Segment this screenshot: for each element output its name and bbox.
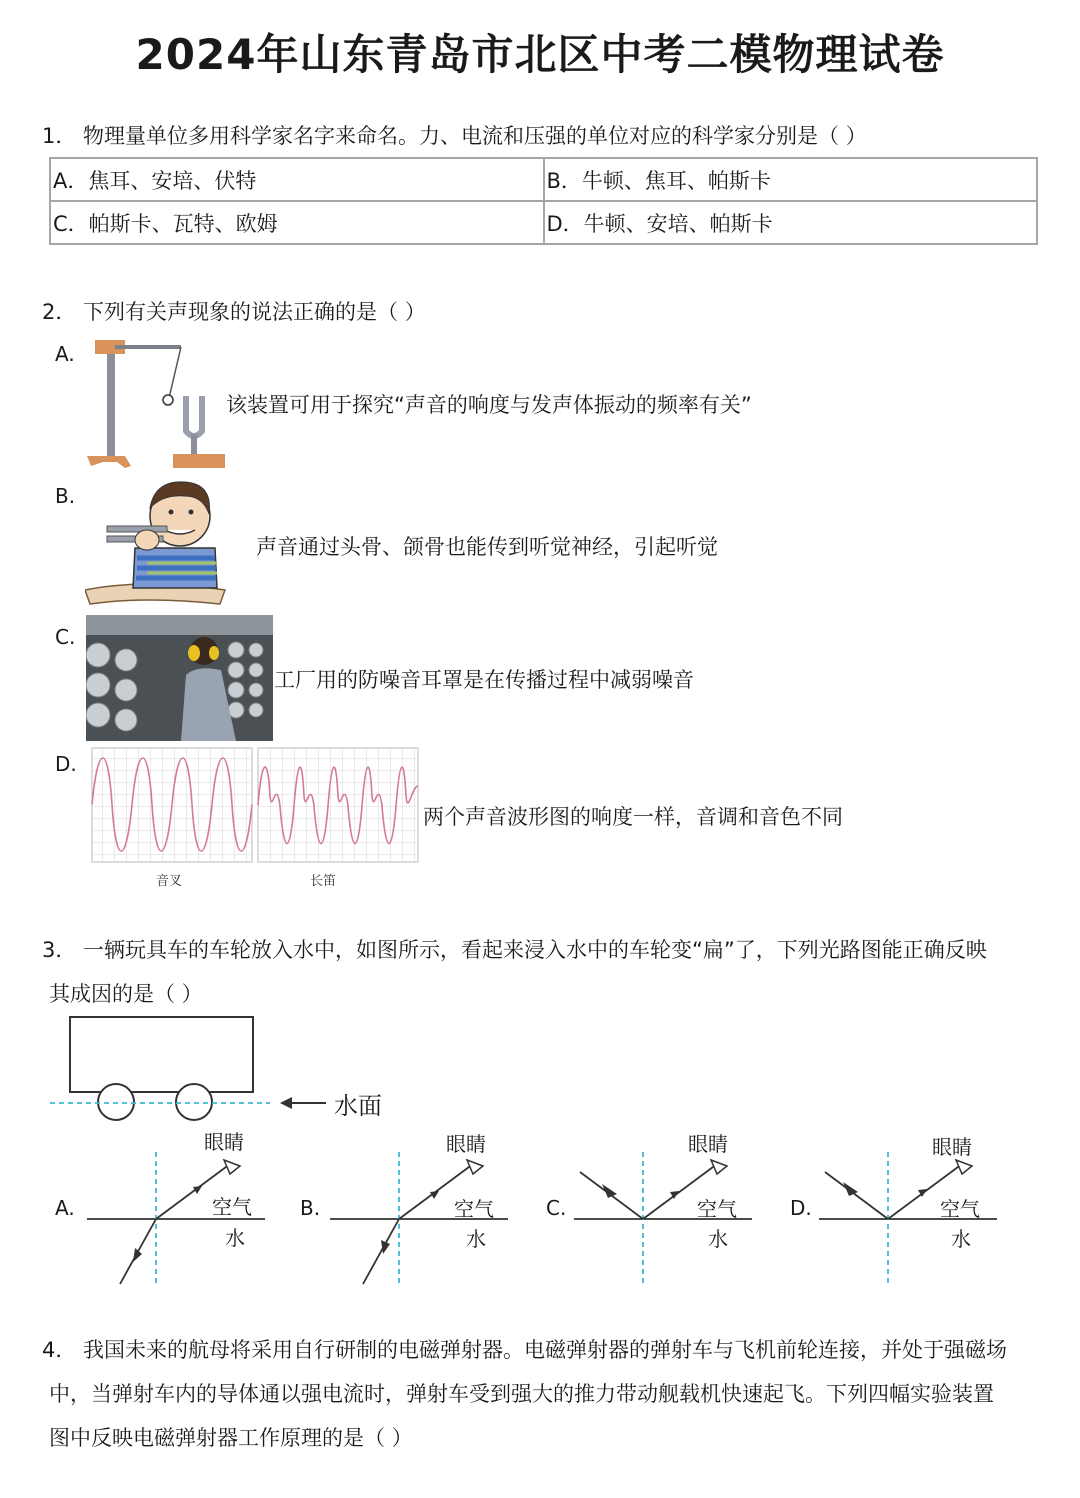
diagram-c-eye-label: 眼睛: [688, 1132, 728, 1156]
q1-option-b[interactable]: B．牛顿、焦耳、帕斯卡: [544, 158, 1038, 201]
q3-stem-line2: 其成因的是（ ）: [49, 982, 203, 1006]
q3-option-d-label[interactable]: D.: [790, 1196, 812, 1220]
q3-option-a-label[interactable]: A.: [55, 1196, 75, 1220]
q2-d-label[interactable]: D.: [55, 752, 77, 776]
q2-d-text: 两个声音波形图的响度一样，音调和音色不同: [423, 805, 843, 829]
diagram-a-air-label: 空气: [212, 1195, 252, 1219]
water-surface-label: 水面: [334, 1092, 382, 1120]
optics-diagram-a: [85, 1150, 270, 1290]
page-title: 2024年山东青岛市北区中考二模物理试卷: [135, 30, 945, 79]
diagram-d-air-label: 空气: [940, 1197, 980, 1221]
waveform-graphs-image: [90, 746, 420, 866]
q3-option-b-label[interactable]: B.: [300, 1196, 321, 1220]
boy-biting-tuning-fork-image: [85, 478, 230, 610]
factory-worker-earmuffs-photo: [86, 615, 273, 741]
q1-stem: 1． 物理量单位多用科学家名字来命名。力、电流和压强的单位对应的科学家分别是（ ）: [42, 124, 867, 148]
q1-option-d[interactable]: D．牛顿、安培、帕斯卡: [544, 201, 1038, 244]
q2-b-text: 声音通过头骨、颌骨也能传到听觉神经，引起听觉: [256, 535, 718, 559]
q3-option-c-label[interactable]: C.: [546, 1196, 567, 1220]
waveform-caption-tuning-fork: 音叉: [156, 874, 183, 889]
diagram-b-water-label: 水: [466, 1227, 486, 1251]
tuning-fork-pendulum-image: [85, 336, 230, 476]
q4-line1: 4． 我国未来的航母将采用自行研制的电磁弹射器。电磁弹射器的弹射车与飞机前轮连接，并处于强磁场: [42, 1338, 1008, 1362]
diagram-c-water-label: 水: [708, 1227, 728, 1251]
q2-c-label[interactable]: C.: [55, 625, 76, 649]
q1-option-a[interactable]: A．焦耳、安培、伏特: [50, 158, 544, 201]
diagram-d-eye-label: 眼睛: [932, 1135, 972, 1159]
waveform-caption-flute: 长笛: [310, 874, 337, 889]
q1-options-table: [49, 157, 1038, 245]
q2-a-label[interactable]: A.: [55, 342, 75, 366]
diagram-a-water-label: 水: [225, 1226, 245, 1250]
diagram-c-air-label: 空气: [697, 1197, 737, 1221]
diagram-b-air-label: 空气: [454, 1197, 494, 1221]
q2-a-text: 该装置可用于探究“声音的响度与发声体振动的频率有关”: [226, 393, 752, 417]
diagram-a-eye-label: 眼睛: [204, 1130, 244, 1154]
q2-b-label[interactable]: B.: [55, 484, 76, 508]
q3-stem-line1: 3． 一辆玩具车的车轮放入水中，如图所示，看起来浸入水中的车轮变“扁”了，下列光路图能正确反映: [42, 938, 987, 962]
diagram-d-water-label: 水: [951, 1227, 971, 1251]
q1-option-c[interactable]: C．帕斯卡、瓦特、欧姆: [50, 201, 544, 244]
q2-c-text: 工厂用的防噪音耳罩是在传播过程中减弱噪音: [274, 668, 694, 692]
q2-stem: 2． 下列有关声现象的说法正确的是（ ）: [42, 300, 426, 324]
q4-line2: 中，当弹射车内的导体通以强电流时，弹射车受到强大的推力带动舰载机快速起飞。下列四幅实验装置: [49, 1382, 994, 1406]
diagram-b-eye-label: 眼睛: [446, 1132, 486, 1156]
q4-line3: 图中反映电磁弹射器工作原理的是（ ）: [49, 1426, 413, 1450]
